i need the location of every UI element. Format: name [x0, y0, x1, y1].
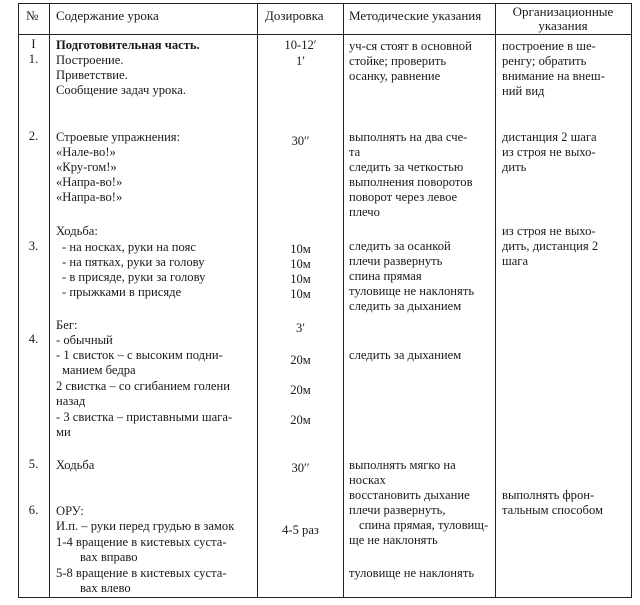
method-line: следить за четкостью [349, 160, 464, 174]
header-bottom-border [18, 34, 632, 35]
content-line: И.п. – руки перед грудью в замок [56, 519, 235, 533]
dose-value: 10м [290, 272, 311, 286]
content-line: ми [56, 425, 71, 439]
row-number: 5. [28, 457, 39, 471]
row-number: 6. [28, 503, 39, 517]
method-line: следить за дыханием [349, 348, 462, 362]
section-title: Ходьба [56, 458, 95, 472]
dose-value: 10м [290, 287, 311, 301]
org-line: дистанция 2 шага [502, 130, 597, 144]
header-method: Методические указания [349, 8, 482, 23]
dose-value: 1′ [295, 54, 306, 68]
content-line: - в присяде, руки за голову [62, 270, 206, 284]
method-line: спина прямая, туловищ- [359, 518, 489, 532]
content-line: «Кру-гом!» [56, 160, 117, 174]
dose-value: 30′′ [291, 134, 310, 148]
header-org-line2: указания [538, 18, 588, 33]
row-number: 4. [28, 332, 39, 346]
method-line: плечи развернуть, [349, 503, 446, 517]
column-divider [49, 3, 50, 598]
content-line: вах влево [80, 581, 131, 595]
org-line: шага [502, 254, 529, 268]
content-line: - 1 свисток – с высоким подни- [56, 348, 223, 362]
content-line: - на пятках, руки за голову [62, 255, 205, 269]
method-line: носках [349, 473, 386, 487]
org-line: выполнять фрон- [502, 488, 595, 502]
table-bottom-border [18, 597, 632, 598]
org-line: ний вид [502, 84, 545, 98]
method-line: плечо [349, 205, 380, 219]
header-dose: Дозировка [265, 8, 324, 23]
section-title: ОРУ: [56, 504, 84, 518]
row-number: 2. [28, 129, 39, 143]
content-line: - прыжками в присяде [62, 285, 182, 299]
dose-value: 20м [290, 383, 311, 397]
org-line: дить [502, 160, 527, 174]
content-line: «Напра-во!» [56, 190, 123, 204]
dose-value: 4-5 раз [282, 523, 319, 537]
dose-value: 10м [290, 242, 311, 256]
content-line: вах вправо [80, 550, 138, 564]
content-line: Приветствие. [56, 68, 128, 82]
content-line: 1-4 вращение в кистевых суста- [56, 535, 227, 549]
section-title: Бег: [56, 318, 78, 332]
method-line: стойке; проверить [349, 54, 447, 68]
org-line: дить, дистанция 2 [502, 239, 599, 253]
row-number: 1. [28, 52, 39, 66]
method-line: поворот через левое [349, 190, 458, 204]
column-divider [631, 3, 632, 598]
column-divider [343, 3, 344, 598]
content-line: - обычный [56, 333, 113, 347]
method-line: плечи развернуть [349, 254, 443, 268]
method-line: следить за дыханием [349, 299, 462, 313]
content-line: - на носках, руки на пояс [62, 240, 196, 254]
org-line: построение в ше- [502, 39, 596, 53]
method-line: выполнения поворотов [349, 175, 473, 189]
org-line: ренгу; обратить [502, 54, 587, 68]
org-line: внимание на внеш- [502, 69, 605, 83]
row-number: 3. [28, 239, 39, 253]
method-line: ще не наклонять [349, 533, 438, 547]
org-line: из строя не выхо- [502, 224, 596, 238]
method-line: осанку, равнение [349, 69, 441, 83]
column-divider [495, 3, 496, 598]
dose-value: 30′′ [291, 461, 310, 475]
method-line: туловище не наклонять [349, 284, 475, 298]
method-line: туловище не наклонять [349, 566, 475, 580]
org-line: тальным способом [502, 503, 603, 517]
content-line: Сообщение задач урока. [56, 83, 187, 97]
content-line: «Напра-во!» [56, 175, 123, 189]
content-line: «Нале-во!» [56, 145, 116, 159]
dose-value: 3′ [295, 321, 306, 335]
method-line: спина прямая [349, 269, 422, 283]
org-line: из строя не выхо- [502, 145, 596, 159]
method-line: выполнять мягко на [349, 458, 456, 472]
dose-value: 10-12′ [284, 38, 317, 52]
section-title: Ходьба: [56, 224, 98, 238]
header-number: № [26, 8, 39, 23]
content-line: 5-8 вращение в кистевых суста- [56, 566, 227, 580]
row-number: I [31, 37, 36, 51]
dose-value: 10м [290, 257, 311, 271]
section-title: Строевые упражнения: [56, 130, 181, 144]
content-line: - 3 свистка – приставными шага- [56, 410, 233, 424]
method-line: следить за осанкой [349, 239, 451, 253]
method-line: восстановить дыхание [349, 488, 470, 502]
content-line: 2 свистка – со сгибанием голени [56, 379, 230, 393]
dose-value: 20м [290, 353, 311, 367]
content-line: Построение. [56, 53, 124, 67]
header-content: Содержание урока [56, 8, 159, 23]
method-line: выполнять на два сче- [349, 130, 468, 144]
content-line: манием бедра [62, 363, 136, 377]
content-line: назад [56, 394, 86, 408]
method-line: та [349, 145, 361, 159]
dose-value: 20м [290, 413, 311, 427]
header-org-line1: Организационные [512, 4, 614, 19]
section-title: Подготовительная часть. [56, 38, 200, 52]
method-line: уч-ся стоят в основной [349, 39, 472, 53]
